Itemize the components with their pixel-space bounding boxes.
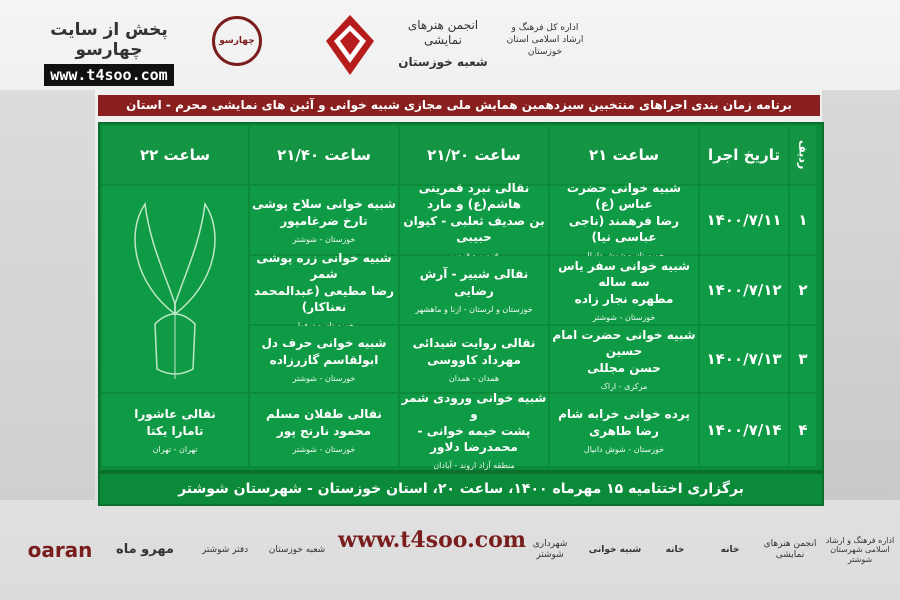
page-title: برنامه زمان بندی اجراهای منتخبین سیزدهمین همایش ملی مجازی شبیه خوانی و آئین های نمایشی محرم - استان xyxy=(98,95,820,116)
header-time-21-40: ساعت ۲۱/۴۰ xyxy=(250,126,398,184)
performance-location: همدان - همدان xyxy=(448,373,500,383)
performance-location: منطقه آزاد اروند - آبادان xyxy=(433,460,515,470)
shahrdari-logo: شهرداری شوشتر xyxy=(532,539,568,560)
mehromah-logo: مهرو ماه xyxy=(116,542,174,558)
anjoman-bottom-logo: انجمن هنرهای نمایشی xyxy=(763,539,817,560)
right-ornament xyxy=(822,90,900,500)
left-ornament xyxy=(0,90,95,500)
row-4-c4 xyxy=(102,394,248,466)
header-time-21-20: ساعت ۲۱/۲۰ xyxy=(400,126,548,184)
t4soo-brand xyxy=(14,20,204,86)
festival-logo-icon xyxy=(320,10,380,80)
header-time-22: ساعت ۲۲ xyxy=(102,126,248,184)
ershad-logo xyxy=(500,14,590,68)
performance-location: تهران - تهران xyxy=(152,444,198,454)
performance-title: پرده خوانی خرابه شام رضا طاهری xyxy=(558,407,690,438)
row-2-c3 xyxy=(250,251,398,324)
row-1-c1 xyxy=(550,181,698,254)
performance-title: شبیه خوانی ورودی شمر و پشت خیمه خوانی - محمدرضا دلاور xyxy=(401,391,547,454)
row-4-c1 xyxy=(550,394,698,466)
t4soo-watermark: www.t4soo.com xyxy=(338,527,527,553)
closing-ceremony-banner: برگزاری اختتامیه ۱۵ مهرماه ۱۴۰۰، ساعت ۲۰، استان خوزستان - شهرستان شوشتر xyxy=(98,472,824,506)
shabih-khani-logo: شبیه خوانی xyxy=(588,544,642,555)
brand-url[interactable]: www.t4soo.com xyxy=(44,64,173,86)
row-1-c3 xyxy=(250,186,398,254)
helmet-feathers-icon xyxy=(102,186,248,392)
row-2-c2 xyxy=(400,256,548,324)
anjoman-branch: شعبه خوزستان xyxy=(398,54,488,69)
schedule-table xyxy=(98,122,824,472)
header-date: تاریخ اجرا xyxy=(700,126,788,184)
row-1-num: ۱ xyxy=(790,186,816,254)
row-4-date: ۱۴۰۰/۷/۱۴ xyxy=(700,394,788,466)
performance-location: خوزستان - شوشتر xyxy=(292,234,356,244)
performance-title: شبیه خوانی سفر یاس سه ساله مطهره نجار زاده xyxy=(558,259,690,306)
chaharsoo-seal-icon: چهارسو xyxy=(212,16,262,66)
performance-title: نقالی روایت شیدائی مهرداد کاووسی xyxy=(412,336,536,367)
performance-title: شبیه خوانی سلاح پوشی تارخ ضرغامپور xyxy=(252,197,396,228)
performance-title: شبیه خوانی حرف دل ابولقاسم گازرزاده xyxy=(261,336,387,367)
row-4-c3 xyxy=(250,394,398,466)
row-4-num: ۴ xyxy=(790,394,816,466)
performance-location: خوزستان - شوشتر xyxy=(292,444,356,454)
khaneh-logo-2: خانه xyxy=(720,544,740,555)
anjoman-name: انجمن هنرهای نمایشی xyxy=(407,17,479,48)
row-3-c3 xyxy=(250,326,398,392)
ershad-shoushtar-logo: اداره فرهنگ و ارشاد اسلامی شهرستان شوشتر xyxy=(825,535,895,564)
oaran-logo: oaran xyxy=(27,538,93,562)
anjoman-logo xyxy=(398,12,488,76)
row-3-date: ۱۴۰۰/۷/۱۳ xyxy=(700,326,788,392)
performance-location: خوزستان - شوش دانیال xyxy=(583,444,665,454)
row-1-c2 xyxy=(400,181,548,254)
row-4-c2 xyxy=(400,391,548,470)
performance-title: نقالی شبیر - آرش رضایی xyxy=(419,267,529,298)
khaneh-logo-1: خانه xyxy=(665,544,685,555)
header-time-21: ساعت ۲۱ xyxy=(550,126,698,184)
performance-title: نقالی طفلان مسلم محمود نارنج پور xyxy=(266,407,382,438)
header-radif: ردیف xyxy=(790,126,816,184)
performance-title: نقالی عاشورا تامارا یکتا xyxy=(134,407,216,438)
performance-title: شبیه خوانی حضرت عباس (ع) رضا فرهمند (ناجی عباسی نیا) xyxy=(566,181,682,244)
row-3-c2 xyxy=(400,326,548,392)
performance-title: نقالی نبرد قمرینی هاشم(ع) و مارد بن صدیف ثعلبی - کیوان حبیبی xyxy=(403,181,545,244)
performance-title: شبیه خوانی حضرت امام حسین حسن مجللی xyxy=(552,328,696,375)
row-3-c1 xyxy=(550,326,698,392)
performance-location: خوزستان - شوشتر xyxy=(292,373,356,383)
row-2-c1 xyxy=(550,256,698,324)
shoushtar-office-logo: دفتر شوشتر xyxy=(201,544,249,555)
performance-location: خوزستان - شوشتر xyxy=(592,312,656,322)
ershad-name: اداره کل فرهنگ و ارشاد اسلامی استان خوزستان xyxy=(506,23,584,57)
row-1-date: ۱۴۰۰/۷/۱۱ xyxy=(700,186,788,254)
row-2-num: ۲ xyxy=(790,256,816,324)
performance-title: شبیه خوانی زره پوشی شمر رضا مطیعی (عبدالمحمد نعناکار) xyxy=(253,251,395,314)
khuzestan-branch-logo: شعبه خوزستان xyxy=(268,544,326,555)
performance-location: مرکزی - اراک xyxy=(600,381,648,391)
performance-location: خوزستان و لرستان - ازنا و ماهشهر xyxy=(415,304,533,314)
row-3-num: ۳ xyxy=(790,326,816,392)
row-2-date: ۱۴۰۰/۷/۱۲ xyxy=(700,256,788,324)
brand-tagline: پخش از سایت چهارسو xyxy=(50,20,168,60)
